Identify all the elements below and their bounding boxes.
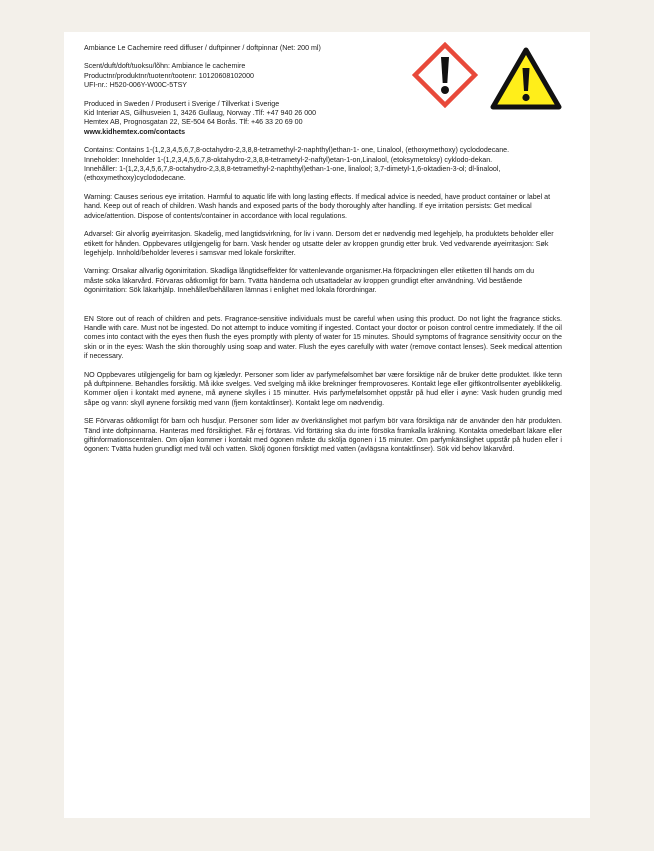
warning-en: Warning: Causes serious eye irritation. Harmful to aquatic life with long lasting effects. If medical advice is needed, have product container or label at hand. Keep out of reach of children. Wash hands and exposed parts of the body thoroughly after handling. If eye irritation persists: Get medical advice/attention. Dispose of contents/container in accordance with local regulations. [84,192,551,220]
warning-se: Varning: Orsakar allvarlig ögonirritation. Skadliga långtidseffekter för vattenlevande organismer.Ha förpackningen eller etiketten till hands om du måste söka läkarvård. Förvaras oåtkomligt för barn. Tvätta händerna och utsattadelar av kroppen grundligt efter användning. Vid bestående ögonirritation: Sök läkarhjälp. Innehållet/behållaren lämnas i enlighet med lokala förordningar. [84,267,535,295]
product-info-block [84,62,570,90]
kid-interior-address: Kid Interiør AS, Gilhusveien 1, 3426 Gullaug, Norway .Tlf: +47 940 26 000 [84,109,317,118]
document-page [64,32,590,818]
product-number-line: Productnr/produktnr/tuotenr/tootenr: 10120608102000 [84,71,254,80]
safety-se: SE Förvaras oåtkomligt för barn och husdjur. Personer som lider av överkänslighet mot parfym bör vara försiktiga när de använder den här produkten. Tänd inte doftpinnarna. Hanteras med försiktighet. Får ej förtäras. Vid förtäring ska du inte försöka framkalla kräkning. Kontakta omedelbart läkare eller giftinformationscentralen. Om oljan kommer i kontakt med ögonen måste du skölja ögonen i 15 minuter. Om parfymkänslighet uppstår på huden eller i ögonen: Tvätta huden grundligt med tvål och vatten. Skölj ögonen försiktigt med vatten (avlägsna kontaktlinser). Sök vid behov läkarvård. [84,417,562,454]
product-title: Ambiance Le Cachemire reed diffuser / duftpinner / doftpinnar (Net: 200 ml) [84,44,321,52]
warning-no-block [84,230,562,258]
contains-block [84,146,554,184]
safety-no-block [84,371,562,409]
ufi-line: UFI-nr.: H520-006Y-W00C-5TSY [84,81,188,90]
produced-in-line: Produced in Sweden / Produsert i Sverige / Tillverkat i Sverige [84,99,280,108]
label-text [84,44,570,464]
producer-block [84,100,570,138]
contains-se: Innehåller: 1-(1,2,3,4,5,6,7,8-octahydro-2,3,8,8-tetramethyl-2-naphthyl)ethan-1-one, linalool; 3,7-dimetyl-1,6-oktadien-3-ol; dl-linalool, (ethoxymethoxy)cyclododecane. [84,165,501,183]
safety-en: EN Store out of reach of children and pets. Fragrance-sensitive individuals must be careful when using this product. Do not light the fragrance sticks. Handle with care. Must not be ingested. Do not attempt to induce vomiting if ingested. Contact your doctor or poison control centre immediately. If the oil comes into contact with the eyes then flush the eyes promptly with plenty of water for 15 minutes. Should symptoms of fragrance sensitivity occur on the skin or in the eyes: Wash the skin thoroughly using soap and water. Flush the eyes carefully with water (remove contact lenses). Seek medical attention if necessary. [84,314,562,361]
warning-se-block [84,267,554,295]
contains-en: Contains: Contains 1-(1,2,3,4,5,6,7,8-octahydro-2,3,8,8-tetramethyl-2-naphthyl)ethan-1- one, Linalool, (ethoxymethoxy) cyclododecane. [84,146,510,155]
contains-no: Inneholder: Inneholder 1-(1,2,3,4,5,6,7,8-oktahydro-2,3,8,8-tetrametyl-2-naftyl)etan-1-on,Linalool, (etoksymetoksy) cyklodo-dekan. [84,155,493,164]
warning-no: Advarsel: Gir alvorlig øyeirritasjon. Skadelig, med langtidsvirkning, for liv i vann. Dersom det er nødvendig med legehjelp, ha produktets beholder eller etikett for hånden. Oppbevares utilgjengelig for barn. Vask hender og utsatte deler av kroppen grundig etter bruk. Ved vedvarende øyeirritasjon: Søk legehjelp. Innhold/beholder leveres i samsvar med lokale forskrifter. [84,230,554,257]
product-title-block [84,44,570,53]
safety-no: NO Oppbevares utilgjengelig for barn og kjæledyr. Personer som lider av parfymefølsomhet bør være forsiktige når de bruker dette produktet. Ikke tenn på duftpinnene. Behandles forsiktig. Må ikke svelges. Ved svelging må ikke brekninger fremprovoseres. Kontakt lege eller giftkontrollsenter øyeblikkelig. Kommer oljen i kontakt med øynene, må øynene skylles i 15 minutter. Hvis parfymefølsomhet oppstår på hud eller i øyne: Vask huden grundig med såpe og vann: skyll øynene forsiktig med vann (fjern kontaktlinser). Kontakt lege om nødvendig. [84,370,562,407]
contacts-link[interactable]: www.kidhemtex.com/contacts [84,127,186,136]
scent-line: Scent/duft/doft/tuoksu/lõhn: Ambiance le cachemire [84,62,246,71]
hemtex-address: Hemtex AB, Prognosgatan 22, SE-504 64 Borås. Tlf: +46 33 20 69 00 [84,118,303,127]
safety-se-block [84,417,562,455]
warning-en-block [84,193,556,221]
safety-en-block [84,315,562,362]
